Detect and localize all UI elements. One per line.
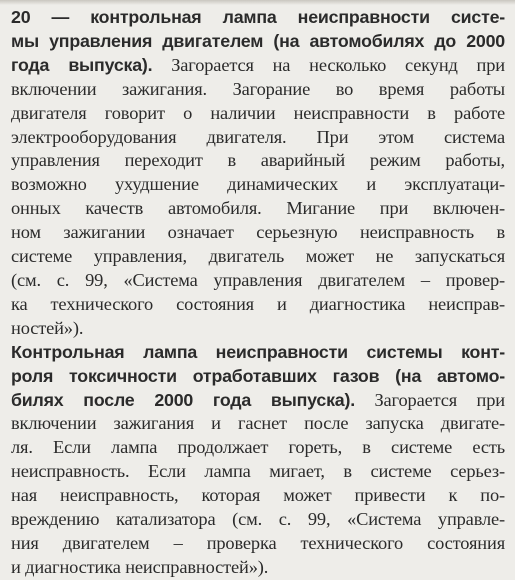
lead-line: года выпуска). (11, 54, 153, 75)
lead-line: роля токсичности отработавших газов (на автомо- (11, 365, 505, 386)
mixed-line (11, 389, 505, 413)
body-line: включении зажигания и гаснет после запуска двигате- (11, 413, 505, 434)
lead-line: мы управления двигателем (на автомобилях до 2000 (11, 30, 505, 51)
body-line: ля. Если лампа продолжает гореть, в системе есть (11, 437, 505, 458)
lead-line: Контрольная лампа неисправности системы конт- (11, 341, 505, 362)
body-line: и диагностика неисправностей»). (11, 556, 269, 577)
body-line: возможно ухудшение динамических и эксплуатаци- (11, 174, 505, 195)
mixed-line (11, 54, 505, 78)
body-line: ном зажигании означает серьезную неисправность в (11, 222, 505, 243)
body-line: вреждению катализатора (см. с. 99, «Система управле- (11, 509, 505, 530)
body-line: Загорается на несколько секунд при (152, 54, 505, 75)
body-line: системе управления, двигатель может не запускаться (11, 246, 505, 267)
lead-line: билях после 2000 года выпуска). (11, 389, 355, 410)
lead-line: 20 — контрольная лампа неисправности систе- (11, 7, 505, 27)
paragraph-emission-control-lamp (11, 341, 505, 580)
body-line: ностей»). (11, 317, 84, 338)
body-line: ная неисправность, которая может привести к по- (11, 485, 505, 506)
body-line: (см. с. 99, «Система управления двигателем – провер- (11, 269, 505, 290)
body-line: Загорается при (354, 389, 505, 410)
body-line: неисправность. Если лампа мигает, в системе серьез- (11, 461, 505, 482)
paragraph-engine-control-lamp (11, 6, 505, 341)
body-line: ния двигателем – проверка технического состояния (11, 532, 505, 553)
body-line: ка технического состояния и диагностика неисправ- (11, 293, 505, 314)
body-line: включении зажигания. Загорание во время работы (11, 78, 505, 99)
body-line: электрооборудования двигателя. При этом система (11, 126, 505, 147)
body-line: управления переходит в аварийный режим работы, (11, 150, 505, 171)
scan-edge-shadow (0, 0, 515, 5)
body-line: двигателя говорит о наличии неисправности в работе (11, 102, 505, 123)
body-line: онных качеств автомобиля. Мигание при включен- (11, 198, 505, 219)
